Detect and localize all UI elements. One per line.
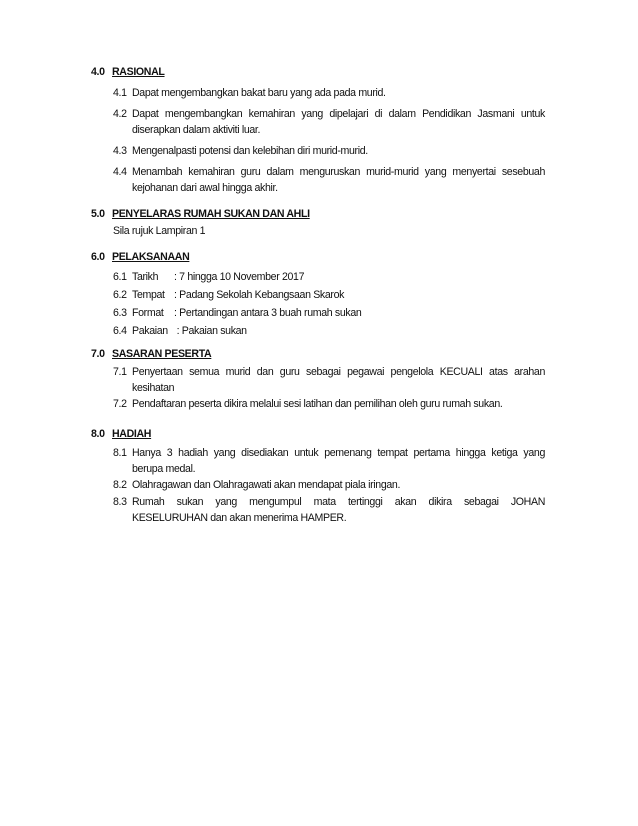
item-number: 4.1 [113,87,127,99]
detail-value: : Padang Sekolah Kebangsaan Skarok [174,289,345,301]
item-number: 7.1 [113,366,127,378]
item-text: Olahragawan dan Olahragawati akan mendapat piala iringan. [132,479,401,491]
item-number: 4.2 [113,108,127,120]
section-number: 5.0 [91,208,105,220]
section-heading-penyelaras [91,208,310,220]
list-item [113,366,545,378]
section-heading-pelaksanaan [91,251,189,263]
section-text: Sila rujuk Lampiran 1 [113,225,206,237]
item-text-continuation: kejohanan dari awal hingga akhir. [132,182,278,194]
item-number: 4.4 [113,166,127,178]
item-number: 8.3 [113,496,127,508]
section-heading-hadiah [91,428,151,440]
list-item [113,496,545,508]
section-title: HADIAH [112,428,152,440]
section-title: PELAKSANAAN [112,251,190,263]
section-number: 7.0 [91,348,105,360]
item-text: Hanya 3 hadiah yang disediakan untuk pemenang tempat pertama hingga ketiga yang [132,447,545,459]
item-text: Menambah kemahiran guru dalam menguruskan murid-murid yang menyertai sesebuah [132,166,545,178]
item-text: Dapat mengembangkan kemahiran yang dipelajari di dalam Pendidikan Jasmani untuk [132,108,545,120]
item-text: Mengenalpasti potensi dan kelebihan diri murid-murid. [132,145,368,157]
item-text: Penyertaan semua murid dan guru sebagai pegawai pengelola KECUALI atas arahan [132,366,545,378]
list-item [113,108,545,120]
list-item [113,479,545,491]
section-title: SASARAN PESERTA [112,348,212,360]
list-item [113,447,545,459]
list-item [113,166,545,178]
section-title: PENYELARAS RUMAH SUKAN DAN AHLI [112,208,310,220]
detail-label: Format [132,307,164,319]
item-text-continuation: kesihatan [132,382,175,394]
detail-value: : Pertandingan antara 3 buah rumah sukan [174,307,362,319]
item-text: Pendaftaran peserta dikira melalui sesi latihan dan pemilihan oleh guru rumah sukan. [132,398,503,410]
item-text-continuation: diserapkan dalam aktiviti luar. [132,124,261,136]
section-title: RASIONAL [112,66,165,78]
detail-row-pakaian [113,325,545,337]
detail-value: : 7 hingga 10 November 2017 [174,271,305,283]
section-number: 6.0 [91,251,105,263]
section-number: 8.0 [91,428,105,440]
item-text-continuation: berupa medal. [132,463,196,475]
item-number: 8.1 [113,447,127,459]
item-number: 4.3 [113,145,127,157]
section-heading-sasaran [91,348,211,360]
item-text: Rumah sukan yang mengumpul mata tertinggi akan dikira sebagai JOHAN [132,496,545,508]
list-item [113,87,545,99]
item-number: 6.3 [113,307,127,319]
detail-row-tempat [113,289,545,301]
detail-label: Pakaian [132,325,168,337]
section-number: 4.0 [91,66,105,78]
item-number: 7.2 [113,398,127,410]
item-text-continuation: KESELURUHAN dan akan menerima HAMPER. [132,512,347,524]
detail-value: : Pakaian sukan [174,325,247,337]
item-number: 6.1 [113,271,127,283]
detail-row-tarikh [113,271,545,283]
detail-label: Tempat [132,289,165,301]
item-number: 8.2 [113,479,127,491]
detail-row-format [113,307,545,319]
list-item [113,145,545,157]
section-heading-rasional [91,66,165,78]
item-number: 6.4 [113,325,127,337]
detail-label: Tarikh [132,271,159,283]
list-item [113,398,545,410]
item-text: Dapat mengembangkan bakat baru yang ada pada murid. [132,87,386,99]
item-number: 6.2 [113,289,127,301]
